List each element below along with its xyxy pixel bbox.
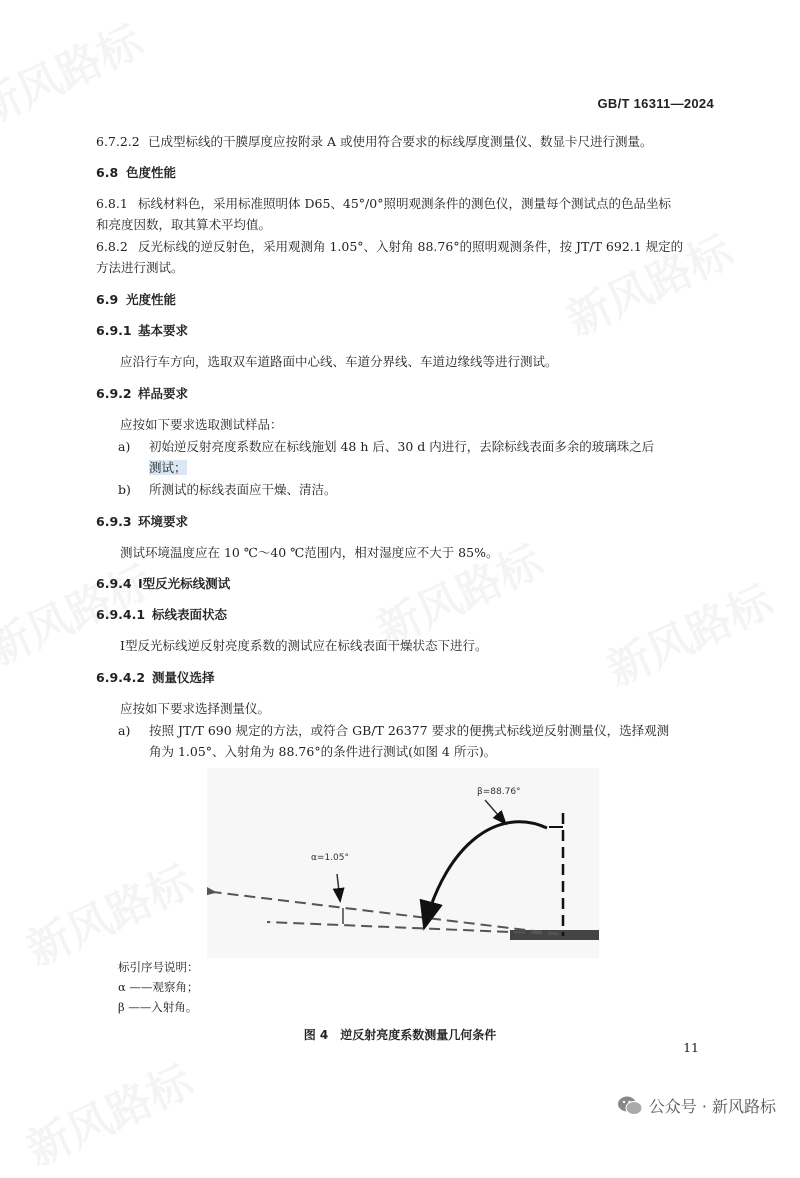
clause-number: 6.8 <box>96 165 119 180</box>
item-text-line: 按照 JT/T 690 规定的方法，或符合 GB/T 26377 要求的便携式标线逆反射测量仪，选择观测 <box>149 723 670 738</box>
wechat-icon <box>617 1095 643 1117</box>
watermark <box>0 6 151 138</box>
paragraph-6-9-4-1: Ⅰ型反光标线逆反射亮度系数的测试应在标线表面干燥状态下进行。 <box>120 638 488 653</box>
page-number: 11 <box>683 1040 699 1055</box>
watermark <box>15 1046 202 1178</box>
paragraph-6-8-2 <box>96 236 714 278</box>
heading-title: 色度性能 <box>126 165 177 180</box>
item-text: 所测试的标线表面应干燥、清洁。 <box>149 482 337 497</box>
paragraph-6-9-1: 应沿行车方向，选取双车道路面中心线、车道分界线、车道边缘线等进行测试。 <box>120 354 558 369</box>
heading-title: Ⅰ型反光标线测试 <box>138 576 231 591</box>
beta-arc-arrow <box>425 822 547 925</box>
paragraph-6-9-4-2: 应按如下要求选择测量仪。 <box>120 701 271 716</box>
heading-6-9-4 <box>96 573 714 594</box>
heading-title: 标线表面状态 <box>152 607 228 622</box>
list-item <box>118 720 714 762</box>
clause-text-line: 方法进行测试。 <box>96 260 184 275</box>
heading-6-9-4-1 <box>96 604 714 625</box>
clause-number: 6.9.4.1 <box>96 607 146 622</box>
clause-text-line: 标线材料色，采用标准照明体 D65、45°/0°照明观测条件的测色仪，测量每个测试点的色品坐标 <box>138 196 671 211</box>
item-label: a) <box>118 723 131 738</box>
wechat-account-badge <box>617 1094 776 1117</box>
clause-number: 6.9.3 <box>96 514 132 529</box>
clause-text-line: 反光标线的逆反射色，采用观测角 1.05°、入射角 88.76°的照明观测条件，按 JT/T 692.1 规定的 <box>138 239 684 254</box>
figure-caption: 图 4 逆反射亮度系数测量几何条件 <box>303 1028 497 1042</box>
account-name: 公众号 · 新风路标 <box>648 1097 776 1116</box>
clause-number: 6.9.1 <box>96 323 132 338</box>
heading-6-9-1 <box>96 320 714 341</box>
alpha-label: α=1.05° <box>311 853 350 863</box>
item-label: a) <box>118 439 131 454</box>
heading-6-9 <box>96 289 714 310</box>
clause-number: 6.9.2 <box>96 386 132 401</box>
legend-title: 标引序号说明： <box>118 960 199 974</box>
paragraph-6-9-3: 测试环境温度应在 10 ℃～40 ℃范围内，相对湿度应不大于 85%。 <box>120 545 499 560</box>
item-text-line: 初始逆反射亮度系数应在标线施划 48 h 后、30 d 内进行，去除标线表面多余的玻璃珠之后 <box>149 439 655 454</box>
heading-title: 样品要求 <box>138 386 189 401</box>
geometry-figure <box>207 768 599 958</box>
item-text-line: 角为 1.05°、入射角为 88.76°的条件进行测试(如图 4 所示)。 <box>149 744 497 759</box>
heading-6-9-4-2 <box>96 667 714 688</box>
clause-number: 6.9.4.2 <box>96 670 146 685</box>
legend-alpha: α ——观察角； <box>118 980 199 994</box>
heading-title: 环境要求 <box>138 514 189 529</box>
clause-number: 6.8.1 <box>96 196 128 211</box>
heading-title: 测量仪选择 <box>152 670 215 685</box>
heading-6-9-2 <box>96 383 714 404</box>
beta-label: β=88.76° <box>477 787 521 797</box>
item-label: b) <box>118 482 131 497</box>
clause-number: 6.9 <box>96 292 119 307</box>
heading-6-8 <box>96 162 714 183</box>
clause-number: 6.8.2 <box>96 239 128 254</box>
road-surface <box>510 930 599 940</box>
clause-number: 6.7.2.2 <box>96 134 140 149</box>
list-item <box>118 436 714 478</box>
alpha-pointer <box>337 874 340 900</box>
heading-title: 基本要求 <box>138 323 189 338</box>
legend-beta: β ——入射角。 <box>118 1000 198 1014</box>
beta-pointer <box>485 800 505 823</box>
clause-text-line: 和亮度因数，取其算术平均值。 <box>96 217 272 232</box>
heading-title: 光度性能 <box>126 292 177 307</box>
paragraph-6-7-2-2 <box>96 131 714 152</box>
clause-number: 6.9.4 <box>96 576 132 591</box>
list-item <box>118 479 714 500</box>
standard-number: GB/T 16311—2024 <box>597 96 714 111</box>
figure-drawing <box>207 768 599 958</box>
heading-6-9-3 <box>96 511 714 532</box>
item-text-line: 测试； <box>149 460 187 475</box>
paragraph-6-8-1 <box>96 193 714 235</box>
paragraph-6-9-2: 应按如下要求选取测试样品： <box>120 417 283 432</box>
clause-text: 已成型标线的干膜厚度应按附录 A 或使用符合要求的标线厚度测量仪、数显卡尺进行测量。 <box>148 134 653 149</box>
